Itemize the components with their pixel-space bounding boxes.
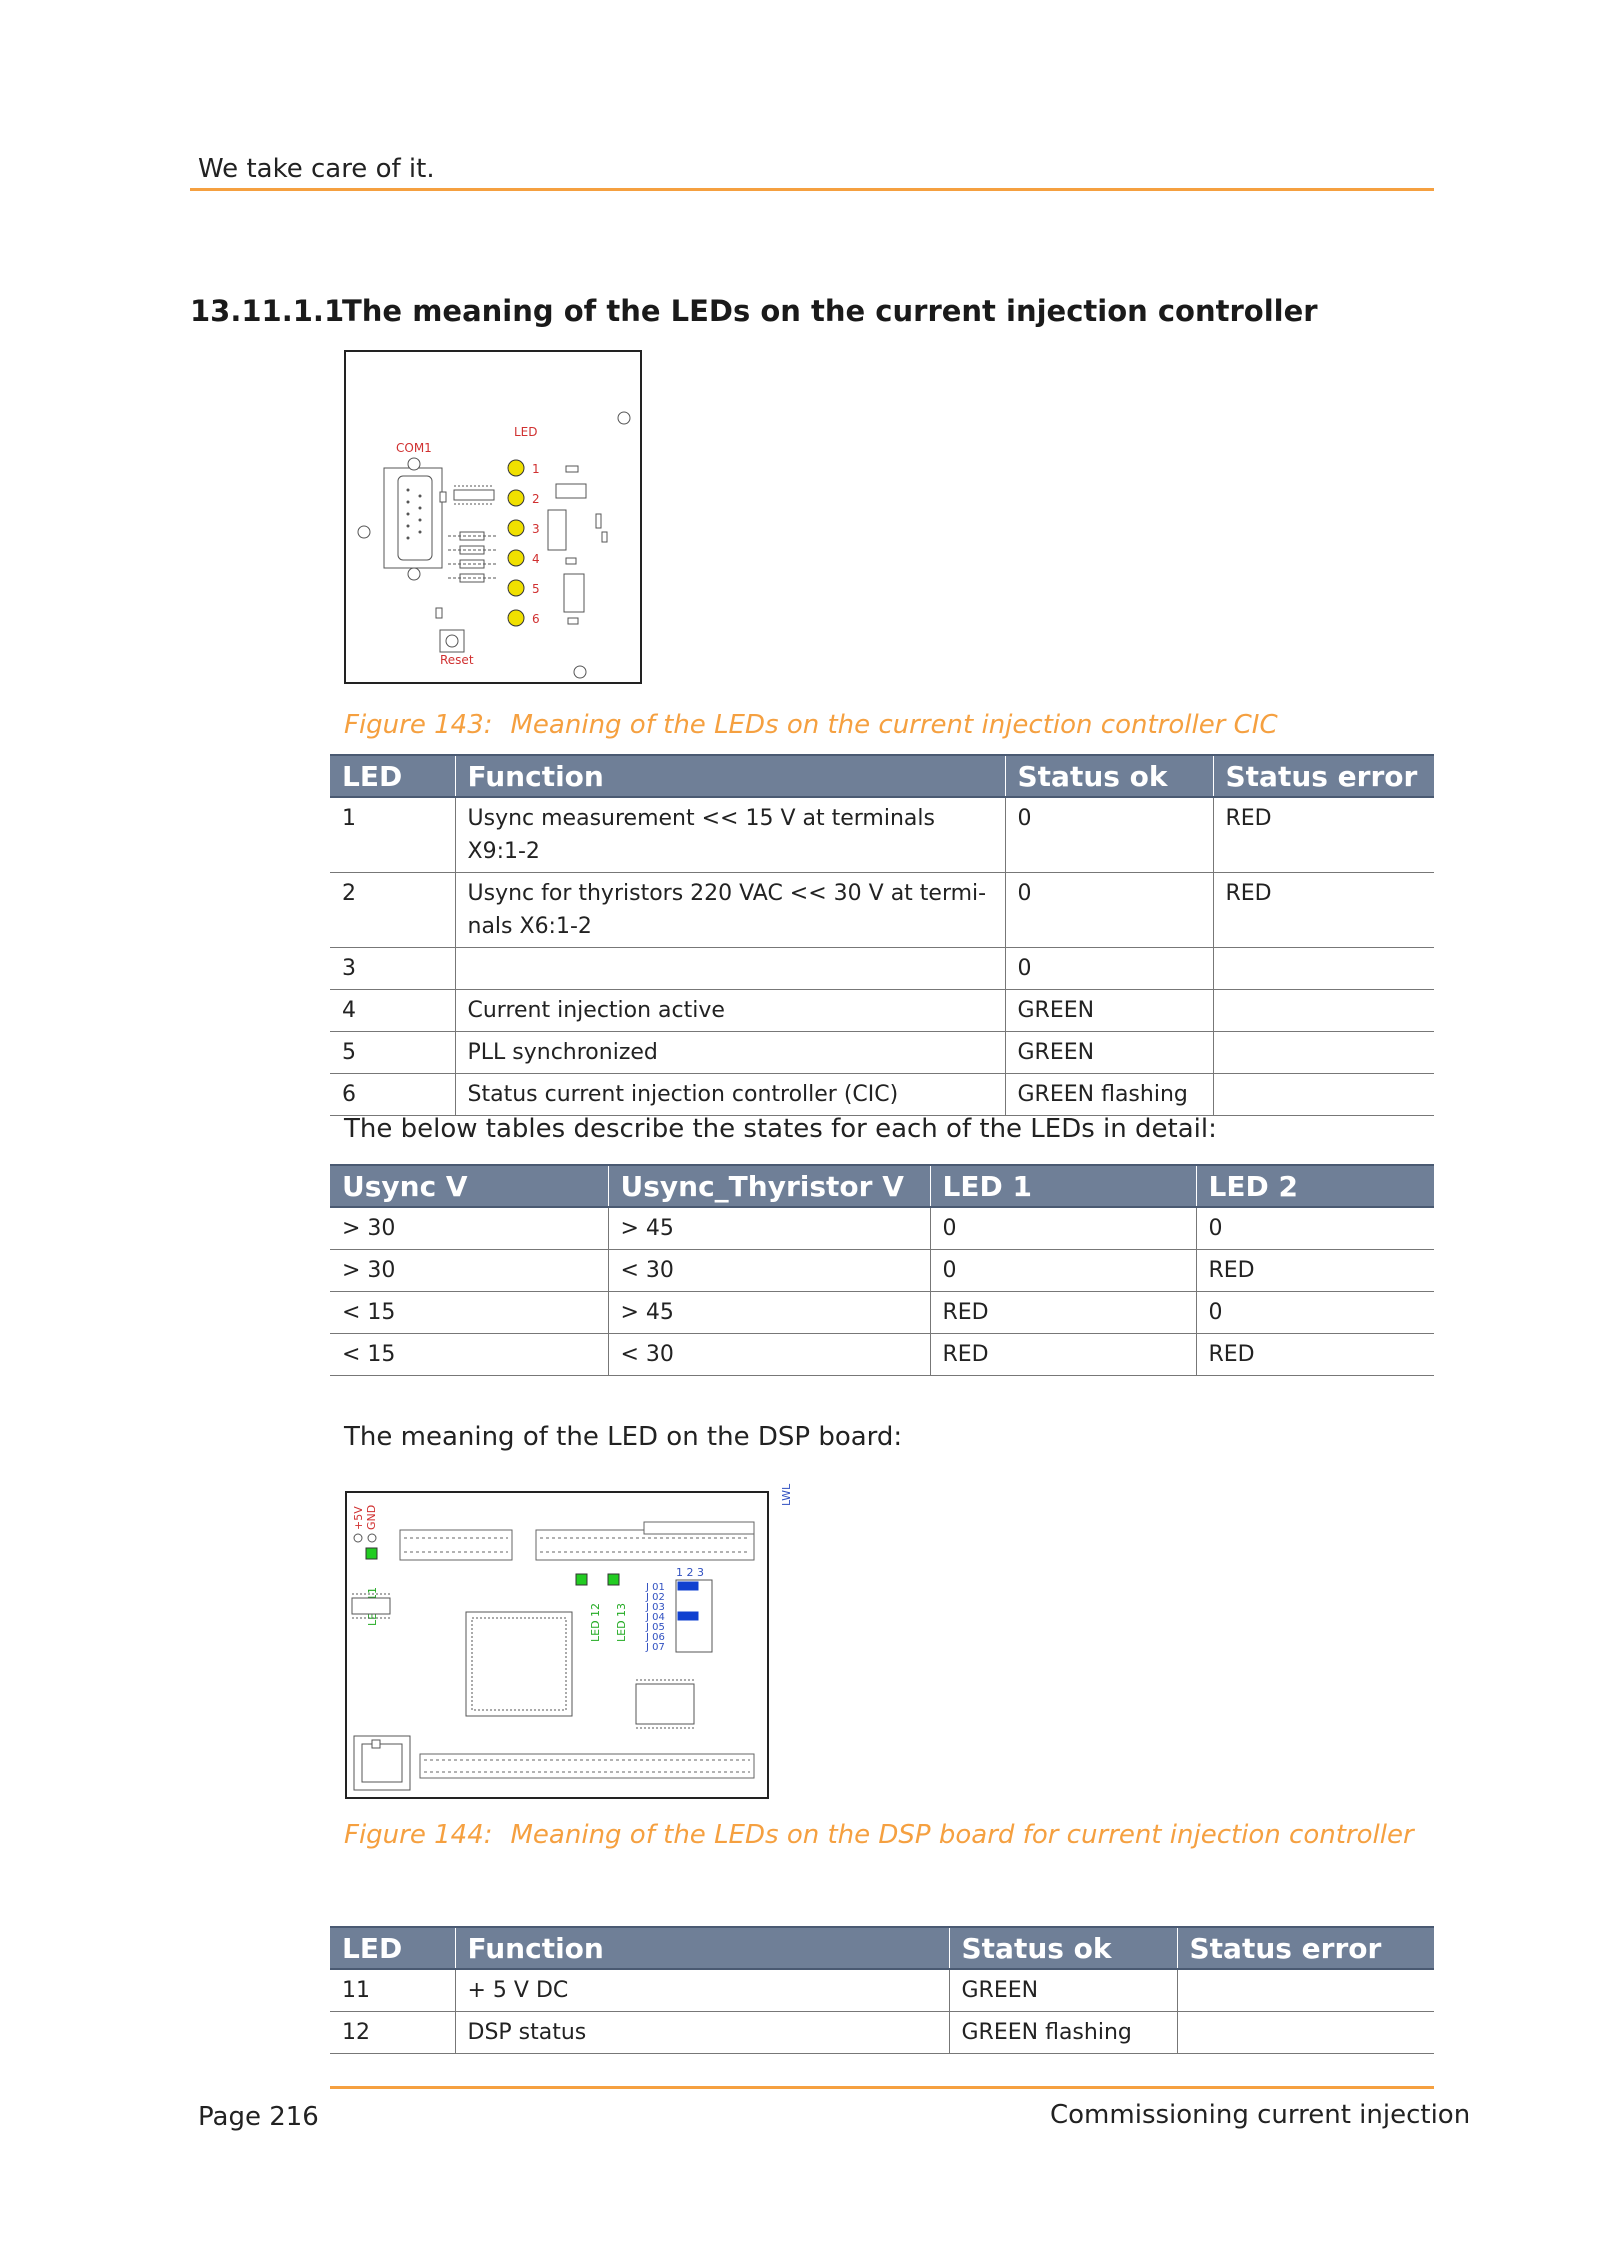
col-header-usync: Usync V [330, 1165, 608, 1207]
reset-label: Reset [440, 653, 474, 667]
table-row [330, 1207, 1434, 1249]
svg-text:3: 3 [532, 522, 540, 536]
table-row [330, 1249, 1434, 1291]
cell-led: 5 [330, 1031, 455, 1073]
cell-status-error [1213, 947, 1434, 989]
cell-status-ok: GREEN [1005, 989, 1213, 1031]
cell-function: Status current injection controller (CIC) [455, 1073, 1005, 1115]
cell-led1: RED [930, 1291, 1196, 1333]
cell-status-ok: GREEN flashing [1005, 1073, 1213, 1115]
col-header-function: Function [455, 755, 1005, 797]
figure-143-caption [344, 710, 1278, 740]
figure-144-caption-text: Meaning of the LEDs on the DSP board for current injection controller [510, 1820, 1414, 1850]
jumper-columns-label: 1 2 3 [676, 1566, 704, 1579]
cic-led-table [330, 754, 1434, 1116]
footer-rule [330, 2086, 1434, 2089]
cell-status-error [1213, 1031, 1434, 1073]
cell-status-error [1177, 2011, 1434, 2053]
svg-text:4: 4 [532, 552, 540, 566]
mount-hole [574, 666, 586, 678]
dsp-board-figure [344, 1474, 796, 1800]
table-header-row [330, 1165, 1434, 1207]
col-header-led1: LED 1 [930, 1165, 1196, 1207]
cell-led: 2 [330, 872, 455, 947]
table-row [330, 1031, 1434, 1073]
svg-text:J 07: J 07 [646, 1642, 665, 1653]
svg-text:5: 5 [532, 582, 540, 596]
cell-led: 12 [330, 2011, 455, 2053]
cell-status-ok: 0 [1005, 872, 1213, 947]
table-row [330, 1073, 1434, 1115]
cell-led2: RED [1196, 1249, 1434, 1291]
svg-text:J 05: J 05 [646, 1622, 665, 1633]
table-row [330, 1333, 1434, 1375]
cell-usync: > 30 [330, 1249, 608, 1291]
svg-text:J 02: J 02 [646, 1592, 665, 1603]
cell-led2: 0 [1196, 1207, 1434, 1249]
led-12-label: LED 12 [589, 1602, 602, 1642]
jumper-j01 [678, 1582, 698, 1590]
cell-function: DSP status [455, 2011, 949, 2053]
led-13 [608, 1574, 619, 1585]
col-header-led: LED [330, 755, 455, 797]
cell-status-error [1177, 1969, 1434, 2011]
top-connector-left [400, 1530, 512, 1560]
dsp-processor [466, 1612, 572, 1716]
memory-chip [636, 1680, 694, 1728]
cell-usync-thyristor: > 45 [608, 1291, 930, 1333]
section-heading [190, 294, 1318, 328]
cell-function: PLL synchronized [455, 1031, 1005, 1073]
svg-text:J 06: J 06 [646, 1632, 665, 1643]
cell-status-ok: 0 [1005, 947, 1213, 989]
figure-143-caption-label: Figure 143: [344, 710, 493, 740]
jumper-block [676, 1580, 712, 1652]
figure-144-caption [344, 1820, 1414, 1850]
mount-hole [618, 412, 630, 424]
cell-function [455, 947, 1005, 989]
led-13-label: LED 13 [615, 1602, 628, 1642]
mount-hole [358, 526, 370, 538]
table-row [330, 797, 1434, 872]
cell-led: 4 [330, 989, 455, 1031]
section-title: The meaning of the LEDs on the current injection controller [342, 294, 1318, 328]
test-point-gnd [368, 1534, 376, 1542]
lwl-socket [354, 1736, 410, 1790]
cell-status-error [1213, 989, 1434, 1031]
cell-usync-thyristor: < 30 [608, 1249, 930, 1291]
page-header-text: We take care of it. [198, 154, 435, 184]
lwl-label: LWL [780, 1483, 793, 1506]
cell-status-ok: GREEN flashing [949, 2011, 1177, 2053]
cell-led: 11 [330, 1969, 455, 2011]
led-group-label: LED [514, 425, 538, 439]
cell-led: 1 [330, 797, 455, 872]
com1-connector [384, 458, 442, 580]
col-header-usync-thyristor: Usync_Thyristor V [608, 1165, 930, 1207]
cell-led1: RED [930, 1333, 1196, 1375]
chapter-title: Commissioning current injection [1050, 2100, 1471, 2130]
col-header-led: LED [330, 1927, 455, 1969]
cell-usync-thyristor: > 45 [608, 1207, 930, 1249]
figure-144-caption-label: Figure 144: [344, 1820, 493, 1850]
figure-143-caption-text: Meaning of the LEDs on the current injection controller CIC [510, 710, 1278, 740]
dsp-intro-paragraph: The meaning of the LED on the DSP board: [344, 1422, 903, 1452]
table-row [330, 989, 1434, 1031]
cell-function: + 5 V DC [455, 1969, 949, 2011]
table-row [330, 2011, 1434, 2053]
cell-function: Current injection active [455, 989, 1005, 1031]
cell-status-error: RED [1213, 872, 1434, 947]
test-point-5v [354, 1534, 362, 1542]
col-header-function: Function [455, 1927, 949, 1969]
small-chip [352, 1594, 390, 1618]
page-number: Page 216 [198, 2102, 319, 2132]
table-row [330, 1291, 1434, 1333]
cell-status-ok: GREEN [949, 1969, 1177, 2011]
com1-label: COM1 [396, 441, 432, 455]
col-header-status-ok: Status ok [949, 1927, 1177, 1969]
table-row [330, 872, 1434, 947]
jumper-j04 [678, 1612, 698, 1620]
header-rule [190, 188, 1434, 191]
bottom-connector [420, 1754, 754, 1778]
cell-led2: 0 [1196, 1291, 1434, 1333]
col-header-status-error: Status error [1177, 1927, 1434, 1969]
cell-status-error [1213, 1073, 1434, 1115]
dsp-led-table [330, 1926, 1434, 2054]
reset-button [440, 630, 464, 652]
usync-states-table [330, 1164, 1434, 1376]
cell-led2: RED [1196, 1333, 1434, 1375]
cell-function: Usync measurement << 15 V at terminals X9:1-2 [455, 797, 1005, 872]
led-12 [576, 1574, 587, 1585]
svg-text:J 04: J 04 [646, 1612, 665, 1623]
gnd-label: GND [365, 1504, 378, 1530]
table-row [330, 1969, 1434, 2011]
cell-usync: < 15 [330, 1291, 608, 1333]
jumper-labels [645, 1582, 665, 1653]
table-header-row [330, 1927, 1434, 1969]
svg-text:J 03: J 03 [646, 1602, 665, 1613]
cell-usync-thyristor: < 30 [608, 1333, 930, 1375]
cell-led1: 0 [930, 1249, 1196, 1291]
cell-led1: 0 [930, 1207, 1196, 1249]
cell-usync: < 15 [330, 1333, 608, 1375]
col-header-led2: LED 2 [1196, 1165, 1434, 1207]
section-number: 13.11.1.1 [190, 294, 345, 328]
col-header-status-error: Status error [1213, 755, 1434, 797]
cell-status-ok: 0 [1005, 797, 1213, 872]
cell-led: 6 [330, 1073, 455, 1115]
cell-status-ok: GREEN [1005, 1031, 1213, 1073]
led-11 [366, 1548, 377, 1559]
svg-text:2: 2 [532, 492, 540, 506]
cell-status-error: RED [1213, 797, 1434, 872]
table-row [330, 947, 1434, 989]
svg-text:J 01: J 01 [646, 1582, 665, 1593]
cell-function: Usync for thyristors 220 VAC << 30 V at termi-nals X6:1-2 [455, 872, 1005, 947]
col-header-status-ok: Status ok [1005, 755, 1213, 797]
cic-board-figure [344, 350, 644, 686]
plus5v-label: +5V [352, 1506, 365, 1530]
states-intro-paragraph: The below tables describe the states for each of the LEDs in detail: [344, 1114, 1217, 1144]
svg-text:1: 1 [532, 462, 540, 476]
cell-usync: > 30 [330, 1207, 608, 1249]
svg-text:6: 6 [532, 612, 540, 626]
table-header-row [330, 755, 1434, 797]
cell-led: 3 [330, 947, 455, 989]
